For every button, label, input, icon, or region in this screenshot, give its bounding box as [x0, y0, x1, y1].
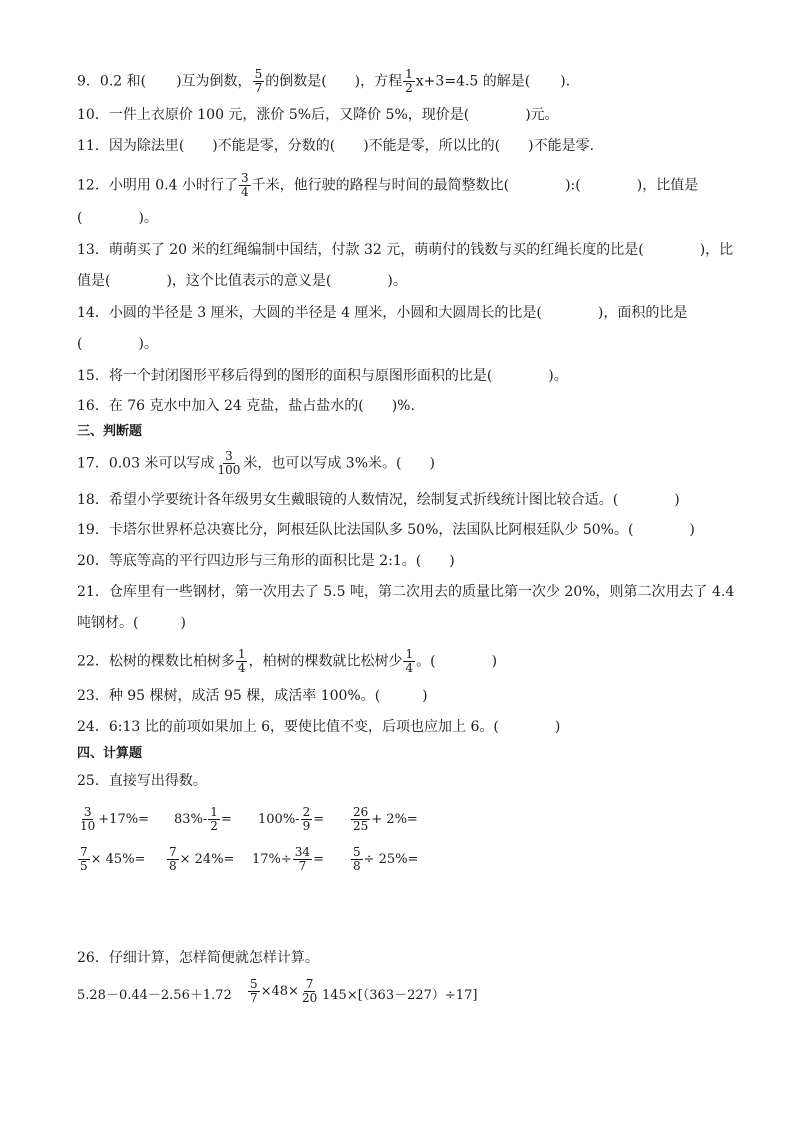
- fraction: $\frac{3}{100}$: [217, 449, 241, 477]
- fraction: $\frac{1}{4}$: [405, 647, 414, 675]
- question-14-cont: ( )。: [77, 336, 158, 352]
- calc-expression: $\frac{5}{7}$ ×48× $\frac{7}{20}$: [250, 977, 318, 1005]
- fraction: $\frac{1}{4}$: [237, 647, 246, 675]
- question-24: 24．6:13 比的前项如果加上 6，要使比值不变，后项也应加上 6。( ): [77, 719, 561, 735]
- question-14: 14．小圆的半径是 3 厘米，大圆的半径是 4 厘米，小圆和大圆周长的比是( )，面积的比是: [77, 305, 688, 321]
- section-heading-judgement: 三、判断题: [77, 424, 143, 439]
- question-20: 20．等底等高的平行四边形与三角形的面积比是 2:1。( ): [77, 553, 455, 569]
- question-17: 17．0.03 米可以写成 $\frac{3}{100}$ 米，也可以写成 3%米。( ): [77, 449, 435, 477]
- question-15: 15．将一个封闭图形平移后得到的图形的面积与原图形面积的比是( )。: [77, 368, 568, 384]
- calc-expression: 145×[（363－227）÷17]: [322, 988, 478, 1003]
- calc-item: $\frac{7}{8}$ × 24%=: [169, 845, 235, 873]
- question-19: 19．卡塔尔世界杯总决赛比分，阿根廷队比法国队多 50%，法国队比阿根廷队少 50%。( ): [77, 522, 695, 538]
- question-26: 26．仔细计算，怎样简便就怎样计算。: [77, 950, 319, 966]
- calc-item: $\frac{5}{8}$ ÷ 25%=: [353, 845, 419, 873]
- question-21: 21．仓库里有一些钢材，第一次用去了 5.5 吨，第二次用去的质量比第一次少 20%，则第二次用去了 4.4: [77, 584, 735, 600]
- question-9: 9．0.2 和( )互为倒数， $\frac{5}{7}$ 的倒数是( )，方程 $\frac{1}{2}$ x+3=4.5 的解是( )．: [77, 67, 580, 95]
- question-13-cont: 值是( )，这个比值表示的意义是( )。: [77, 273, 407, 289]
- question-10: 10．一件上衣原价 100 元，涨价 5%后，又降价 5%，现价是( )元。: [77, 107, 559, 123]
- question-23: 23．种 95 棵树，成活 95 棵，成活率 100%。( ): [77, 688, 428, 704]
- question-11: 11．因为除法里( )不能是零，分数的( )不能是零，所以比的( )不能是零．: [77, 138, 604, 154]
- calc-item: $\frac{3}{10}$ +17%=: [80, 805, 149, 833]
- calc-expression: 5.28－0.44－2.56＋1.72: [77, 988, 232, 1003]
- question-12: 12．小明用 0.4 小时行了 $\frac{3}{4}$ 千米，他行驶的路程与时间的最简整数比( ):( )，比值是: [77, 171, 699, 199]
- section-heading-calculation: 四、计算题: [77, 746, 143, 761]
- question-22: 22．松树的棵数比柏树多 $\frac{1}{4}$ ，柏树的棵数就比松树少 $\frac{1}{4}$ 。( ): [77, 647, 498, 675]
- question-21-cont: 吨钢材。( ): [77, 615, 186, 631]
- calc-item: 17%÷ $\frac{34}{7}$ =: [252, 845, 324, 873]
- question-16: 16．在 76 克水中加入 24 克盐，盐占盐水的( )%．: [77, 398, 425, 414]
- fraction: $\frac{1}{2}$: [405, 67, 413, 95]
- calc-item: $\frac{26}{25}$ + 2%=: [353, 805, 418, 833]
- fraction: $\frac{5}{7}$: [254, 67, 263, 95]
- calc-item: 83%- $\frac{1}{2}$ =: [174, 805, 232, 833]
- question-25: 25．直接写出得数。: [77, 773, 207, 789]
- question-18: 18．希望小学要统计各年级男女生戴眼镜的人数情况，绘制复式折线统计图比较合适。( ): [77, 492, 680, 508]
- calc-item: 100%- $\frac{2}{9}$ =: [258, 805, 325, 833]
- calc-item: $\frac{7}{5}$ × 45%=: [80, 845, 146, 873]
- fraction: $\frac{3}{4}$: [240, 171, 249, 199]
- question-12-cont: ( )。: [77, 210, 158, 226]
- question-13: 13．萌萌买了 20 米的红绳编制中国结，付款 32 元，萌萌付的钱数与买的红绳长度的比是( )，比: [77, 242, 734, 258]
